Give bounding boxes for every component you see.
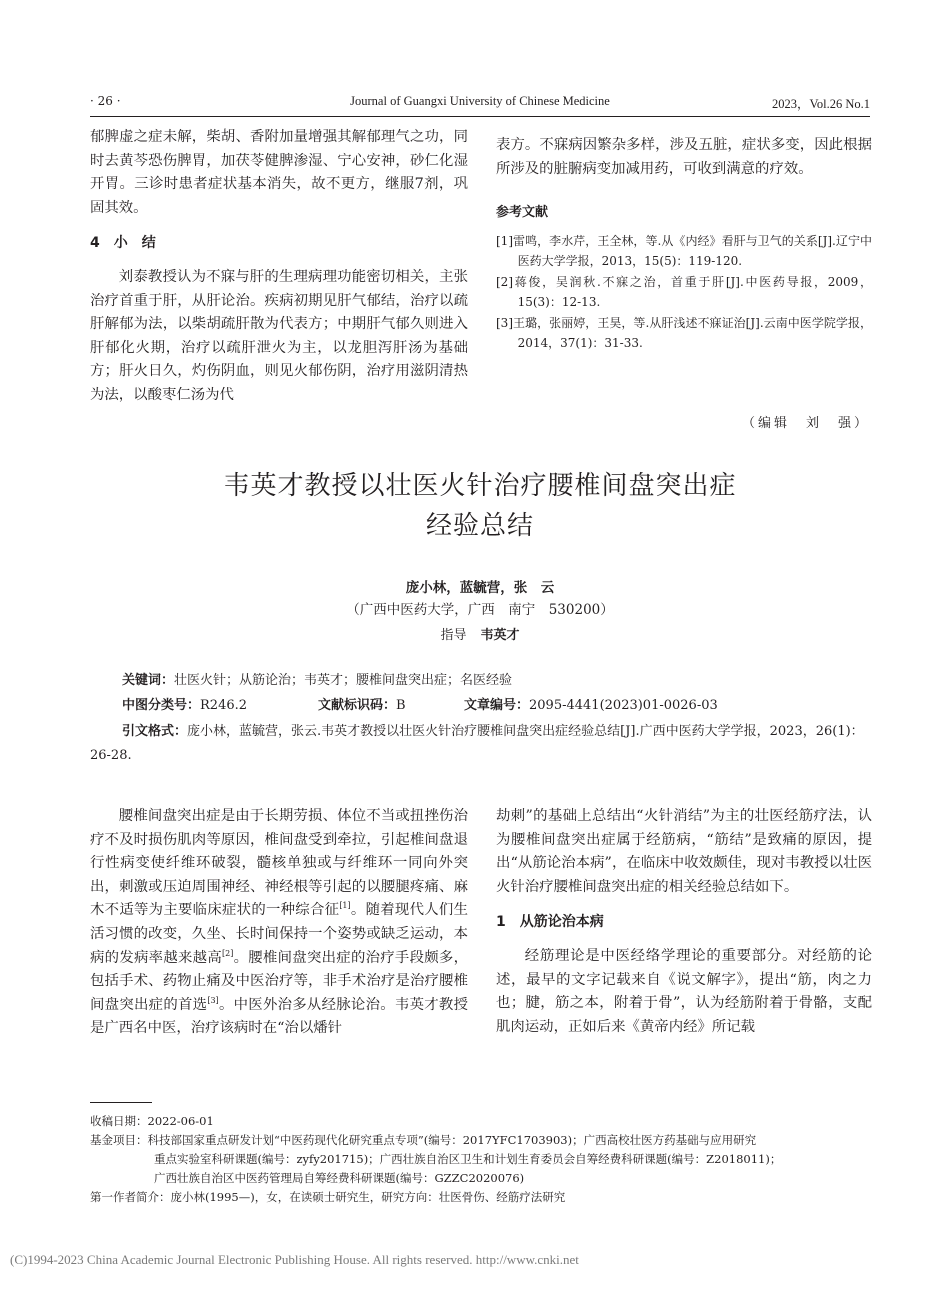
body-text: 。随着现代人们生活习惯的改变，久坐、长时间保持一个姿势或缺乏运动，本病的发病率越来越高: [90, 902, 468, 966]
body-paragraph-right-1: 劫刺”的基础上总结出“火针消结”为主的壮医经筋疗法，认为腰椎间盘突出症属于经筋病，“筋结”是致痛的原因，提出“从筋论治本病”，在临床中收效颇佳，现对韦教授以壮医火针治疗腰椎间盘突出症的相关经验总结如下。: [496, 808, 872, 895]
doc-code-value: B: [396, 698, 406, 713]
citation-label: 引文格式：: [122, 724, 188, 739]
citation-ref-2: [2]: [222, 948, 234, 958]
running-header: [90, 94, 870, 114]
doc-code-line: [318, 695, 406, 716]
editor-note: （编辑 刘 强）: [741, 416, 870, 431]
affiliation: （广西中医药大学，广西 南宁 530200）: [346, 602, 614, 618]
classification-line: [122, 695, 247, 716]
keywords: 壮医火针；从筋论治；韦英才；腰椎间盘突出症；名医经验: [174, 673, 513, 688]
section-1-heading: 1 从筋论治本病: [496, 914, 604, 931]
clc-value: R246.2: [200, 698, 248, 713]
prev-paragraph-right: 表方。不寐病因繁杂多样，涉及五脏，症状多变，因此根据所涉及的脏腑病变加减用药，可收到满意的疗效。: [496, 137, 872, 177]
article-number-line: [464, 695, 718, 716]
copyright-watermark: (C)1994-2023 China Academic Journal Electronic Publishing House. All rights reserved. http://www.cnki.net: [10, 1252, 579, 1267]
citation-ref-3: [3]: [207, 995, 219, 1005]
citation-format: [90, 720, 870, 768]
keywords-label: 关键词：: [122, 673, 175, 688]
keywords-line: [122, 670, 512, 691]
references-title: 参考文献: [496, 205, 549, 221]
article-number-label: 文章编号：: [464, 698, 530, 713]
page-number: · 26 ·: [90, 94, 121, 108]
journal-name: Journal of Guangxi University of Chinese Medicine: [350, 94, 610, 108]
guide-name: 韦英才: [480, 628, 520, 643]
body-right-column: [496, 805, 872, 1039]
article-number-value: 2095-4441(2023)01-0026-03: [529, 698, 718, 713]
footnote-fund-1: 基金项目：科技部国家重点研发计划“中医药现代化研究重点专项”(编号：2017YFC1703903)；广西高校壮医方药基础与应用研究: [90, 1133, 757, 1147]
prev-paragraph-2: 刘泰教授认为不寐与肝的生理病理功能密切相关，主张治疗首重于肝，从肝论治。疾病初期见肝气郁结，治疗以疏肝解郁为法，以柴胡疏肝散为代表方；中期肝气郁久则进入肝郁化火期，治疗以疏肝泄火为主，以龙胆泻肝汤为基础方；肝火日久，灼伤阴血，则见火郁伤阴，治疗用滋阴清热为法，以酸枣仁汤为代: [90, 268, 468, 403]
doc-code-label: 文献标识码：: [318, 698, 397, 713]
body-text: 。中医外治多从经脉论治。韦英才教授是广西名中医，治疗该病时在“治以燔针: [90, 996, 468, 1037]
footnote-fund-2: 重点实验室科研课题(编号：zyfy201715)；广西壮族自治区卫生和计划生育委员会自筹经费科研课题(编号：Z2018011)；: [154, 1152, 782, 1166]
body-paragraph: [90, 805, 468, 1041]
body-text: 腰椎间盘突出症是由于长期劳损、体位不当或扭挫伤治疗不及时损伤肌肉等原因，椎间盘受到牵拉，引起椎间盘退行性病变使纤维环破裂，髓核单独或与纤维环一同向外突出，刺激或压迫周围神经、神经根等引起的以腰腿疼痛、麻木不适等为主要临床症状的一种综合征: [90, 808, 468, 919]
clc-label: 中图分类号：: [122, 698, 201, 713]
footnote-rule: [90, 1102, 152, 1103]
prev-article-right-column: [496, 134, 872, 354]
volume-issue: 2023，Vol.26 No.1: [771, 97, 870, 111]
footnote-received: 收稿日期：2022-06-01: [90, 1114, 214, 1128]
footnote-fund-3: 广西壮族自治区中医药管理局自筹经费科研课题(编号：GZZC2020076): [154, 1171, 525, 1185]
reference-item: [1]雷鸣，李水芹，王全林，等.从《内经》看肝与卫气的关系[J].辽宁中医药大学学报，2013，15(5)：119-120.: [496, 233, 872, 269]
article-title-line-2: 经验总结: [425, 511, 534, 541]
reference-item: [2]蒋俊，吴润秋.不寐之治，首重于肝[J].中医药导报，2009，15(3)：12-13.: [496, 274, 872, 310]
section-heading-summary: 4 小 结: [90, 235, 156, 252]
body-paragraph-right-2: 经筋理论是中医经络学理论的重要部分。对经筋的论述，最早的文字记载来自《说文解字》，提出“筋，肉之力也；腱，筋之本，附着于骨”，认为经筋附着于骨骼，支配肌肉运动，正如后来《黄帝内经》所记载: [496, 947, 872, 1035]
guide-line: [90, 624, 870, 643]
citation-text: 庞小林，蓝毓营，张云.韦英才教授以壮医火针治疗腰椎间盘突出症经验总结[J].广西中医药大学学报，2023，26(1)：26-28.: [90, 724, 864, 763]
footnote-author-intro: 第一作者简介：庞小林(1995—)，女，在读硕士研究生，研究方向：壮医骨伤、经筋疗法研究: [90, 1190, 566, 1204]
reference-item: [3]王璐，张丽婷，王昊，等.从肝浅述不寐证治[J].云南中医学院学报，2014，37(1)：31-33.: [496, 315, 872, 351]
body-left-column: [90, 805, 468, 1041]
prev-article-left-column: [90, 126, 468, 408]
prev-paragraph-1: 郁脾虚之症未解，柴胡、香附加量增强其解郁理气之功，同时去黄芩恐伤脾胃，加茯苓健脾渗湿、宁心安神，砂仁化湿开胃。三诊时患者症状基本消失，故不更方，继服7剂，巩固其效。: [90, 129, 468, 216]
header-rule: [90, 116, 870, 117]
authors: 庞小林，蓝毓营，张 云: [405, 580, 555, 596]
article-title: [90, 466, 870, 546]
guide-label: 指导: [440, 628, 467, 643]
body-text: 。腰椎间盘突出症的治疗手段颇多，包括手术、药物止痛及中医治疗等，非手术治疗是治疗腰椎间盘突出症的首选: [90, 949, 468, 1013]
article-title-line-1: 韦英才教授以壮医火针治疗腰椎间盘突出症: [223, 471, 737, 501]
citation-ref-1: [1]: [339, 901, 351, 911]
